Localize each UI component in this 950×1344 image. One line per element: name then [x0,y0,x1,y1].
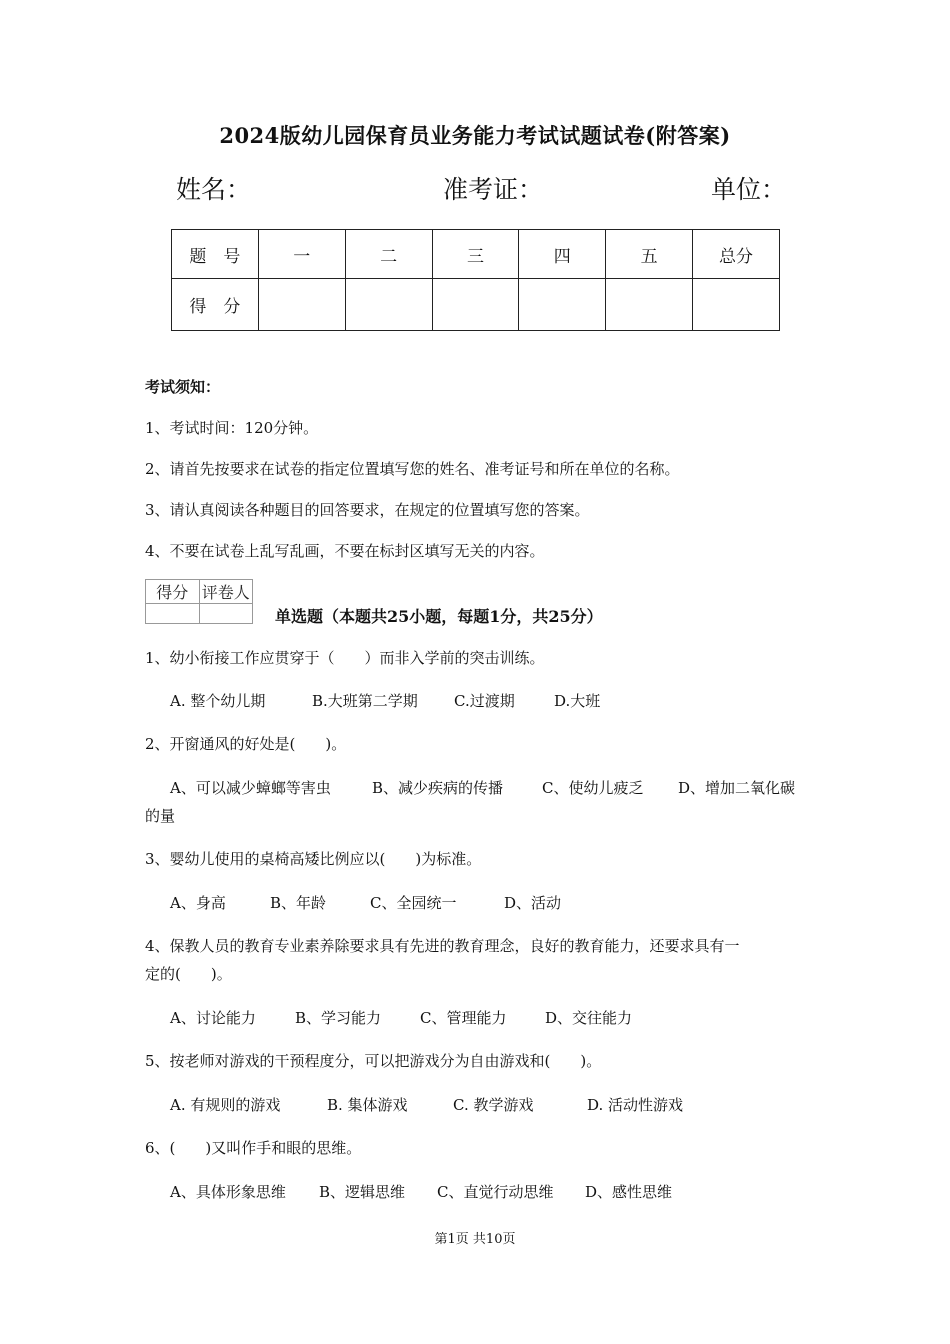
grader-box-score-label: 得分 [146,580,200,604]
question-options [170,1007,632,1029]
score-entry-cell[interactable] [345,279,432,331]
option: C、使幼儿疲乏 [542,779,644,797]
score-entry-cell[interactable] [519,279,606,331]
notice-item: 2、请首先按要求在试卷的指定位置填写您的姓名、准考证号和所在单位的名称。 [145,460,680,478]
notice-item: 3、请认真阅读各种题目的回答要求，在规定的位置填写您的答案。 [145,501,590,519]
option: B、学习能力 [295,1009,382,1027]
score-entry-cell[interactable] [258,279,345,331]
grader-box-grader-label: 评卷人 [199,580,253,604]
unit-label: 单位： [711,175,787,204]
option: B、减少疾病的传播 [372,779,504,797]
question-text: 6、( )又叫作手和眼的思维。 [145,1139,362,1157]
question-options [170,777,795,799]
score-table-cell: 三 [432,230,519,279]
option: D、增加二氧化碳 [678,779,796,797]
exam-id-label: 准考证： [443,175,544,204]
score-entry-cell[interactable] [693,279,780,331]
score-table-cell: 二 [345,230,432,279]
option: D.大班 [554,692,601,710]
question-options [170,1181,672,1203]
option: B. 集体游戏 [327,1096,408,1114]
score-table-cell: 四 [519,230,606,279]
option: C、全园统一 [370,894,457,912]
question-text: 3、婴幼儿使用的桌椅高矮比例应以( )为标准。 [145,850,482,868]
question-options [170,892,561,914]
option: A、可以减少蟑螂等害虫 [170,779,331,797]
question-text: 5、按老师对游戏的干预程度分，可以把游戏分为自由游戏和( )。 [145,1052,602,1070]
option: D、活动 [504,894,562,912]
option: D、感性思维 [585,1183,673,1201]
option: B、年龄 [270,894,327,912]
score-entry-cell[interactable] [606,279,693,331]
score-table-cell: 五 [606,230,693,279]
notice-item: 1、考试时间：120分钟。 [145,419,319,437]
option: A、具体形象思维 [170,1183,286,1201]
notice-heading: 考试须知： [145,378,221,396]
name-label: 姓名： [176,175,252,204]
option: B.大班第二学期 [312,692,418,710]
notice-item: 4、不要在试卷上乱写乱画，不要在标封区填写无关的内容。 [145,542,545,560]
option: A、身高 [170,894,226,912]
score-entry-cell[interactable] [432,279,519,331]
option: A、讨论能力 [170,1009,256,1027]
score-table-cell: 总分 [693,230,780,279]
option: C.过渡期 [454,692,515,710]
question-text: 4、保教人员的教育专业素养除要求具有先进的教育理念，良好的教育能力，还要求具有一 [145,937,740,955]
section-title: 单选题（本题共25小题，每题1分，共25分） [275,607,603,626]
question-options [170,690,600,712]
grader-box-grader-cell[interactable] [199,604,253,624]
question-options [170,1094,683,1116]
grader-box [145,579,253,624]
question-continuation: 定的( )。 [145,965,232,983]
option: D、交往能力 [545,1009,633,1027]
option: A. 整个幼儿期 [170,692,266,710]
score-table-score-row [172,279,780,331]
score-table-header-row [172,230,780,279]
score-table-cell: 题 号 [172,230,259,279]
page-title: 2024版幼儿园保育员业务能力考试试题试卷(附答案) [219,123,731,148]
score-table-cell: 得 分 [172,279,259,331]
option: C、管理能力 [420,1009,507,1027]
option: C、直觉行动思维 [437,1183,554,1201]
option: B、逻辑思维 [319,1183,406,1201]
option: D. 活动性游戏 [587,1096,684,1114]
question-text: 2、开窗通风的好处是( )。 [145,735,347,753]
page-number-footer: 第1页 共10页 [434,1232,516,1247]
option: C. 教学游戏 [453,1096,534,1114]
score-table-cell: 一 [258,230,345,279]
grader-box-score-cell[interactable] [146,604,200,624]
question-continuation: 的量 [145,807,176,825]
option: A. 有规则的游戏 [170,1096,281,1114]
score-table [171,229,780,331]
question-text: 1、幼小衔接工作应贯穿于（ ）而非入学前的突击训练。 [145,649,545,667]
